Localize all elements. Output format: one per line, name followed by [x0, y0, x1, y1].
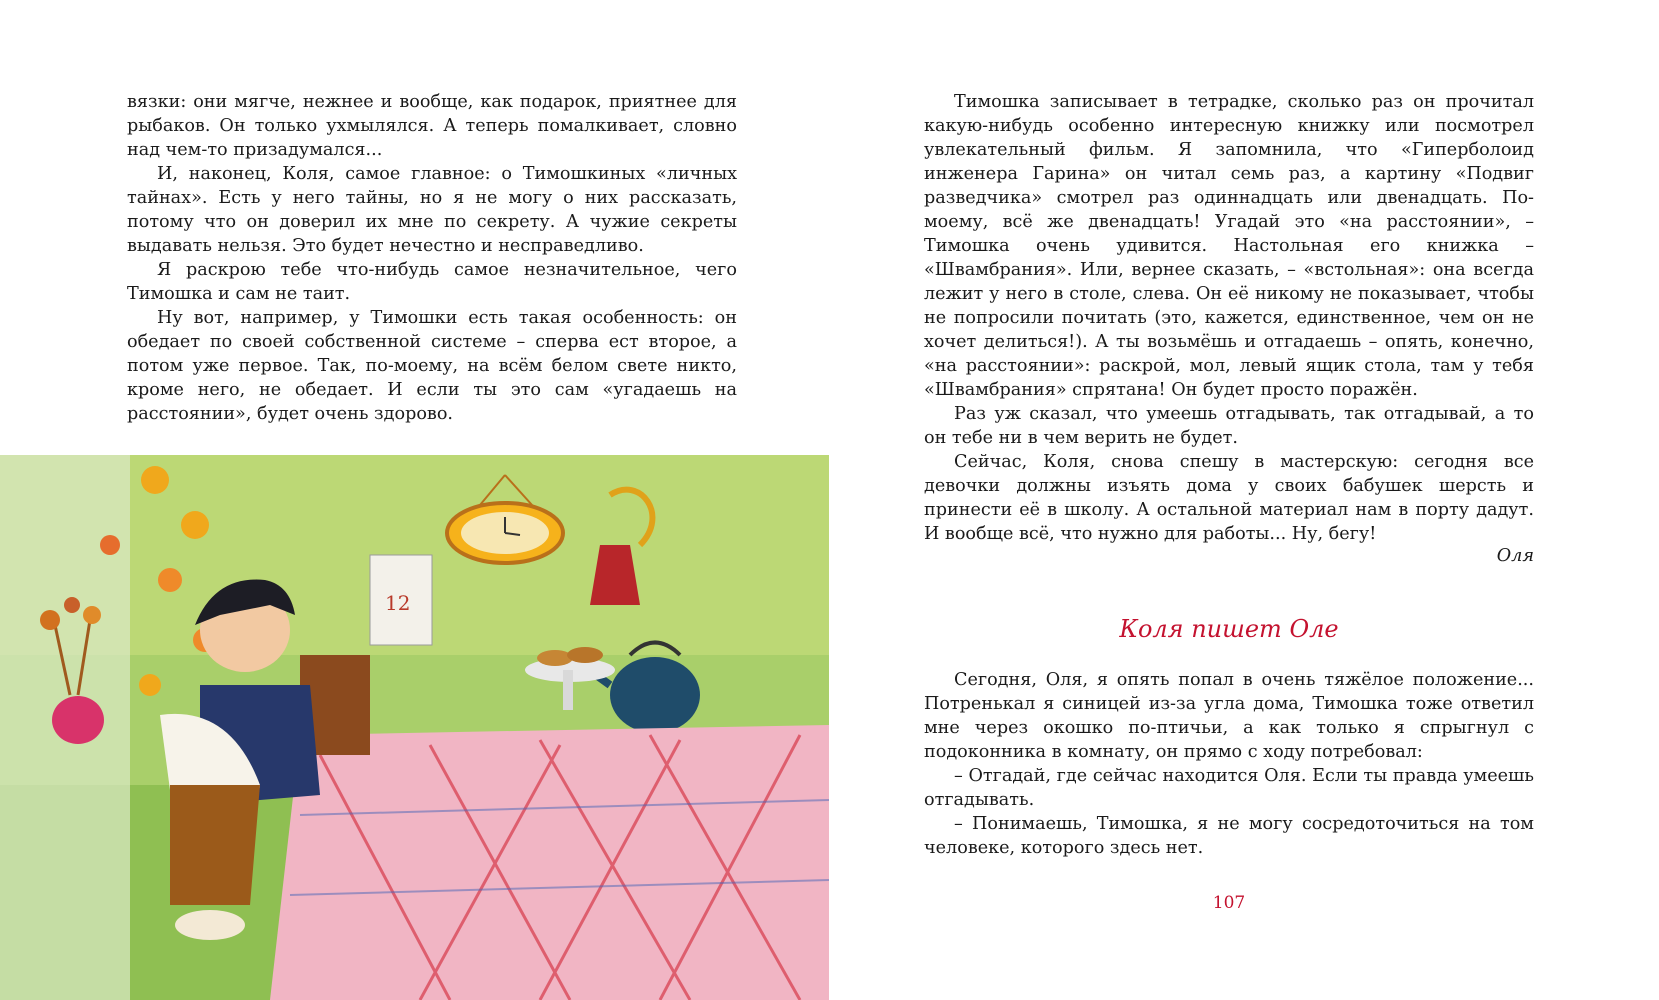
right-text-column [924, 90, 1534, 546]
paragraph: Сегодня, Оля, я опять попал в очень тяжёлое положение... Потренькал я синицей из-за угла дома, Тимошка тоже ответил мне через окошко по-птичьи, а как только я спрыгнул с подоконника в комнату, он прямо с ходу потребовал: [924, 670, 1534, 762]
illustration-boy-at-table [0, 455, 829, 1000]
paragraph: – Отгадай, где сейчас находится Оля. Если ты правда умеешь отгадывать. [924, 766, 1534, 810]
paragraph: Ну вот, например, у Тимошки есть такая особенность: он обедает по своей собственной системе – сперва ест второе, а потом уже первое. Так, по-моему, на всём белом свете никто, кроме него, не обедает. И если ты это сам «угадаешь на расстоянии», будет очень здорово. [127, 308, 737, 424]
table [270, 725, 829, 1000]
chapter-text-column [924, 668, 1534, 860]
paragraph: Тимошка записывает в тетрадке, сколько раз он прочитал какую-нибудь особенно интересную книжку или посмотрел увлекательный фильм. Я запомнила, что «Гиперболоид инженера Гарина» он читал семь раз, а картину «Подвиг разведчика» смотрел раз одиннадцать или двенадцать. По-моему, всё же двенадцать! Угадай это «на расстоянии», – Тимошка очень удивится. Настольная его книжка – «Швамбрания». Или, вернее сказать, – «встольная»: она всегда лежит у него в столе, слева. Он её никому не показывает, чтобы не попросили почитать (это, кажется, единственное, чем он не хочет делиться!). А ты возьмёшь и отгадаешь – опять, конечно, «на расстоянии»: раскрой, мол, левый ящик стола, там у тебя «Швамбрания» спрятана! Он будет просто поражён. [924, 92, 1534, 400]
paragraph: И, наконец, Коля, самое главное: о Тимошкиных «личных тайнах». Есть у него тайны, но я не могу о них рассказать, потому что он доверил их мне по секрету. А чужие секреты выдавать нельзя. Это будет нечестно и несправедливо. [127, 164, 737, 256]
calendar-number: 12 [385, 591, 411, 615]
left-page [0, 0, 829, 1000]
page-number: 107 [1212, 893, 1246, 913]
paragraph: Я раскрою тебе что-нибудь самое незначительное, чего Тимошка и сам не таит. [127, 260, 737, 304]
paragraph: Раз уж сказал, что умеешь отгадывать, так отгадывай, а то он тебе ни в чем верить не будет. [924, 404, 1534, 448]
chapter-title: Коля пишет Оле [1119, 615, 1339, 643]
signature: Оля [1496, 546, 1534, 566]
paragraph: – Понимаешь, Тимошка, я не могу сосредоточиться на том человеке, которого здесь нет. [924, 814, 1534, 858]
left-text-column [127, 90, 737, 426]
paragraph: Сейчас, Коля, снова спешу в мастерскую: сегодня все девочки должны изъять дома у своих бабушек шерсть и принести её в школу. А остальной материал нам в порту дадут. И вообще всё, что нужно для работы... Ну, бегу! [924, 452, 1534, 544]
right-page [829, 0, 1659, 1000]
paragraph: вязки: они мягче, нежнее и вообще, как подарок, приятнее для рыбаков. Он только ухмылялся. А теперь помалкивает, словно над чем-то призадумался... [127, 92, 737, 160]
